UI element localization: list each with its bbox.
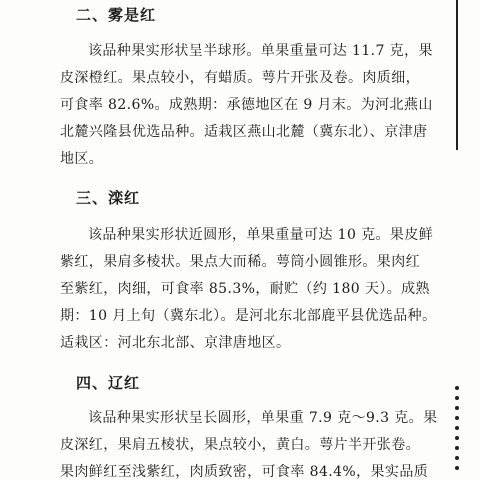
section-paragraph-luanhong [60,222,452,357]
paragraph-line: 紫红，果肩多棱状。果点大而稀。萼筒小圆锥形。果肉红 [60,254,420,270]
section-heading-wushihong: 二、雾是红 [76,6,157,24]
paragraph-line: 北麓兴隆县优选品种。适栽区燕山北麓（冀东北）、京津唐 [60,124,428,140]
section-paragraph-liaohong [60,405,452,480]
section-heading-luanhong: 三、滦红 [76,189,141,207]
paragraph-line: 该品种果实形状呈半球形。单果重量可达 11.7 克，果 [88,43,433,59]
paragraph-line: 地区。 [60,151,104,167]
paragraph-line: 皮深橙红。果点较小，有蜡质。萼片开张及卷。肉质细， [60,70,420,86]
page-edge-dots [455,386,460,476]
paragraph-line: 皮深红，果肩五棱状，果点较小，黄白。萼片半开张卷。 [60,437,420,453]
paragraph-line: 该品种果实形状近圆形，单果重量可达 10 克。果皮鲜 [88,227,434,243]
paragraph-line: 该品种果实形状呈长圆形，单果重 7.9 克～9.3 克。果 [88,410,438,426]
paragraph-line: 适栽区：河北东北部、京津唐地区。 [60,335,291,351]
paragraph-line: 期：10 月上旬（冀东北）。是河北东北部鹿平县优选品种。 [60,308,437,324]
page-edge-rule [456,0,458,150]
paragraph-line: 至紫红，肉细，可食率 85.3%，耐贮（约 180 天）。成熟 [60,281,430,297]
section-paragraph-wushihong [60,38,452,173]
section-heading-liaohong: 四、辽红 [76,374,141,392]
paragraph-line: 果肉鲜红至浅紫红，肉质致密，可食率 84.4%，果实品质 [60,464,429,480]
paragraph-line: 可食率 82.6%。成熟期：承德地区在 9 月末。为河北燕山 [60,97,433,113]
